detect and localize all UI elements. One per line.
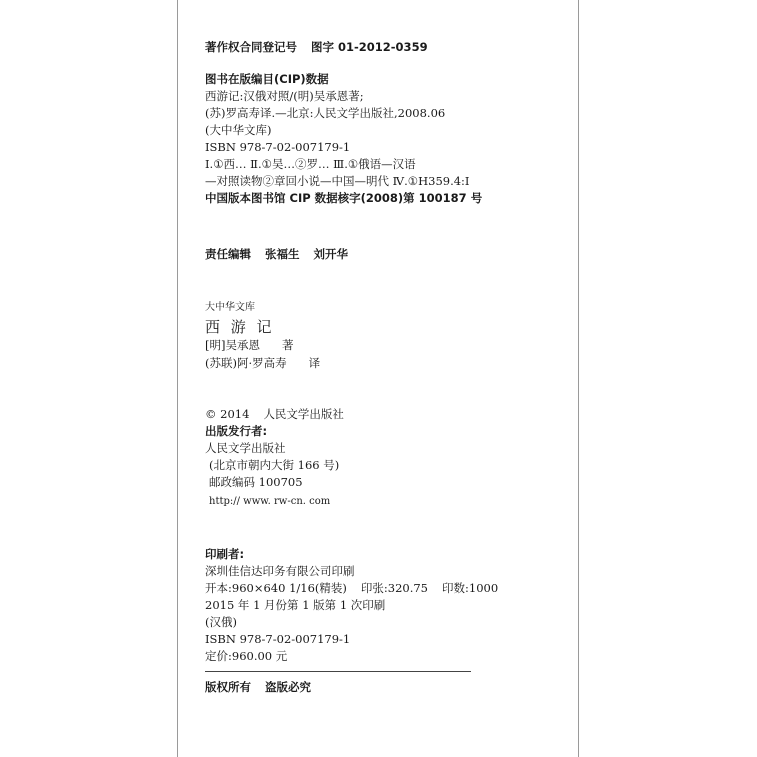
publisher-url: http:// www. rw-cn. com: [209, 496, 331, 507]
editor-label: 责任编辑: [205, 247, 251, 261]
cip-line: (苏)罗高寿译.—北京:人民文学出版社,2008.06: [205, 106, 446, 120]
copyright-reg-label: 著作权合同登记号: [205, 40, 297, 54]
publisher-label: 出版发行者:: [205, 424, 268, 438]
print-count: 印数:1000: [442, 581, 499, 595]
cip-line: Ⅰ.①西… Ⅱ.①吴…②罗… Ⅲ.①俄语—汉语: [205, 157, 416, 171]
author-line: [205, 338, 293, 352]
print-sheets: 印张:320.75: [360, 581, 428, 595]
translator-name: (苏联)阿·罗高寿: [205, 356, 287, 370]
editor-name: 张福生: [265, 247, 300, 261]
translator-role: 译: [308, 356, 321, 370]
printer-label: 印刷者:: [205, 547, 245, 561]
translator-line: [205, 356, 320, 370]
print-language: (汉俄): [205, 615, 237, 629]
printer-name: 深圳佳信达印务有限公司印刷: [205, 564, 355, 578]
publisher-name: 人民文学出版社: [205, 441, 286, 455]
print-specs: [205, 581, 498, 595]
copyright-page: [177, 0, 579, 757]
rights-reserved: 版权所有: [205, 680, 251, 694]
print-format: 开本:960×640 1/16(精装): [205, 581, 347, 595]
editor-name: 刘开华: [313, 247, 348, 261]
copyright-reg-value: 图字 01-2012-0359: [311, 40, 428, 54]
cip-verify: 中国版本图书馆 CIP 数据核字(2008)第 100187 号: [205, 191, 483, 205]
publisher-address: (北京市朝内大街 166 号): [209, 458, 340, 472]
series-name: 大中华文库: [205, 302, 255, 313]
rights-notice: [205, 680, 311, 694]
author-name: [明]吴承恩: [205, 338, 260, 352]
copyright-line: [205, 407, 344, 421]
cip-title: 图书在版编目(CIP)数据: [205, 72, 329, 86]
author-role: 著: [281, 338, 294, 352]
cip-line: 西游记:汉俄对照/(明)吴承恩著;: [205, 89, 364, 103]
piracy-warning: 盗版必究: [265, 680, 311, 694]
copyright-holder: 人民文学出版社: [263, 407, 344, 421]
publisher-postcode: 邮政编码 100705: [209, 475, 303, 489]
cip-line: ISBN 978-7-02-007179-1: [205, 140, 351, 154]
copyright-year: © 2014: [205, 407, 250, 421]
print-price: 定价:960.00 元: [205, 649, 288, 663]
book-title: 西 游 记: [205, 318, 275, 336]
responsible-editors: [205, 247, 348, 261]
cip-line: (大中华文库): [205, 123, 272, 137]
cip-line: —对照读物②章回小说—中国—明代 Ⅳ.①H359.4:Ⅰ: [205, 174, 470, 188]
print-edition: 2015 年 1 月份第 1 版第 1 次印刷: [205, 598, 386, 612]
copyright-registration: [205, 40, 428, 54]
print-isbn: ISBN 978-7-02-007179-1: [205, 632, 351, 646]
divider-rule: [205, 671, 471, 672]
